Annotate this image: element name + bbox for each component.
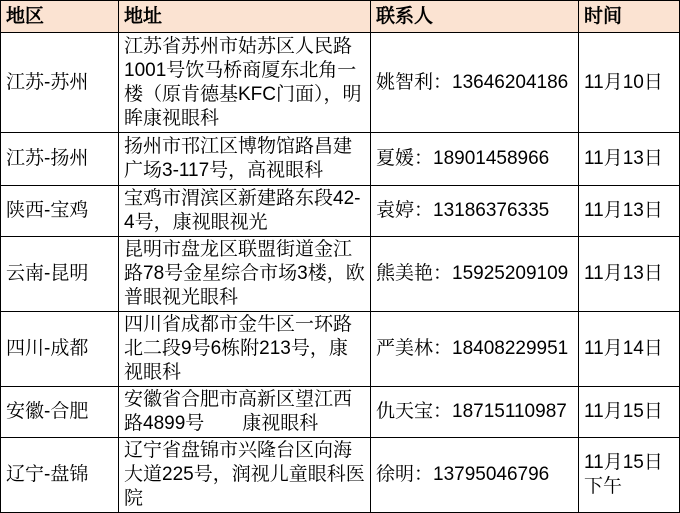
time-cell: 11月15日下午 <box>579 438 680 513</box>
address-cell: 宝鸡市渭滨区新建路东段42-4号，康视眼视光 <box>119 186 371 237</box>
address-cell: 安徽省合肥市高新区望江西路4899号 康视眼科 <box>119 387 371 438</box>
contact-cell: 姚智利：13646204186 <box>371 33 579 133</box>
time-cell: 11月14日 <box>579 312 680 387</box>
table-row <box>1 438 680 513</box>
time-cell: 11月10日 <box>579 33 680 133</box>
contact-cell: 仇天宝：18715110987 <box>371 387 579 438</box>
contact-cell: 袁婷：13186376335 <box>371 186 579 237</box>
region-cell: 四川-成都 <box>1 312 119 387</box>
header-time: 时间 <box>579 1 680 33</box>
time-cell: 11月13日 <box>579 133 680 186</box>
table-row <box>1 312 680 387</box>
region-cell: 安徽-合肥 <box>1 387 119 438</box>
table-row <box>1 33 680 133</box>
time-cell: 11月13日 <box>579 186 680 237</box>
contact-cell: 夏媛：18901458966 <box>371 133 579 186</box>
header-contact: 联系人 <box>371 1 579 33</box>
region-cell: 云南-昆明 <box>1 237 119 312</box>
time-cell: 11月13日 <box>579 237 680 312</box>
contact-cell: 熊美艳：15925209109 <box>371 237 579 312</box>
table-row <box>1 133 680 186</box>
header-row <box>1 1 680 33</box>
region-cell: 江苏-苏州 <box>1 33 119 133</box>
address-cell: 四川省成都市金牛区一环路北二段9号6栋附213号，康视眼科 <box>119 312 371 387</box>
table-row <box>1 387 680 438</box>
time-cell: 11月15日 <box>579 387 680 438</box>
table-row <box>1 186 680 237</box>
region-cell: 陕西-宝鸡 <box>1 186 119 237</box>
table-body <box>1 33 680 513</box>
header-address: 地址 <box>119 1 371 33</box>
address-cell: 扬州市邗江区博物馆路昌建广场3-117号，高视眼科 <box>119 133 371 186</box>
address-cell: 昆明市盘龙区联盟街道金江路78号金星综合市场3楼，欧普眼视光眼科 <box>119 237 371 312</box>
region-cell: 江苏-扬州 <box>1 133 119 186</box>
contact-cell: 严美林：18408229951 <box>371 312 579 387</box>
table-row <box>1 237 680 312</box>
region-cell: 辽宁-盘锦 <box>1 438 119 513</box>
table-header <box>1 1 680 33</box>
address-cell: 辽宁省盘锦市兴隆台区向海大道225号，润视儿童眼科医院 <box>119 438 371 513</box>
header-region: 地区 <box>1 1 119 33</box>
address-cell: 江苏省苏州市姑苏区人民路1001号饮马桥商厦东北角一楼（原肯德基KFC门面），明眸康视眼科 <box>119 33 371 133</box>
contact-cell: 徐明：13795046796 <box>371 438 579 513</box>
